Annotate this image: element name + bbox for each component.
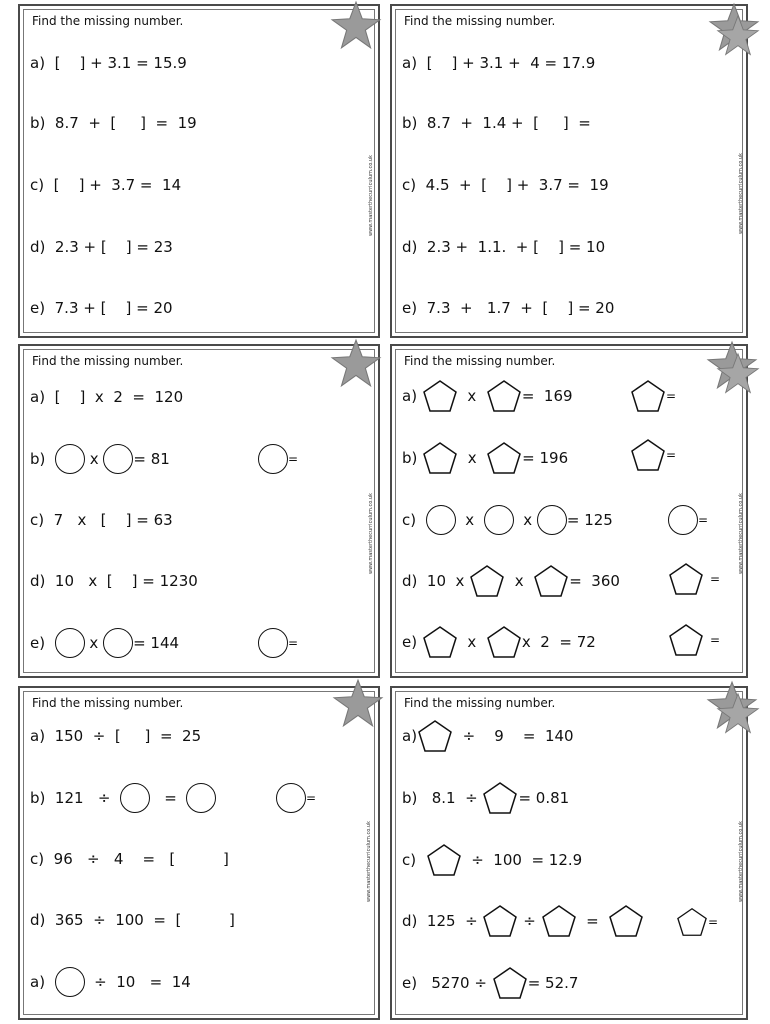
website-url: www.masterthecurriculum.co.uk xyxy=(738,153,744,234)
equals-text: = xyxy=(710,572,721,586)
question-label: d) xyxy=(30,911,46,929)
question-label: a) xyxy=(30,727,46,745)
operator-text: x xyxy=(523,511,533,529)
question-text: = 52.7 xyxy=(527,974,579,992)
question-label: c) xyxy=(402,176,417,194)
question-text: 365 ÷ 100 = [ ] xyxy=(54,911,235,929)
question-row xyxy=(30,626,179,660)
answer-slot xyxy=(258,442,298,476)
answer-slot xyxy=(668,503,708,537)
question-text: = 196 xyxy=(522,449,569,467)
pentagon-blank-shape xyxy=(482,781,518,815)
question-row xyxy=(402,503,613,537)
question-row xyxy=(402,230,605,264)
operator-text: x xyxy=(514,572,524,590)
equals-text: = xyxy=(288,636,299,650)
pentagon-blank-shape xyxy=(426,843,462,877)
star-icon xyxy=(330,0,382,52)
equals-text: = xyxy=(666,389,677,403)
answer-slot xyxy=(630,379,676,413)
pentagon-answer-shape xyxy=(630,438,666,472)
question-row xyxy=(30,442,170,476)
circle-blank-shape xyxy=(55,444,85,474)
card-title: Find the missing number. xyxy=(404,696,556,710)
question-label: e) xyxy=(402,974,418,992)
question-text: 121 ÷ xyxy=(54,789,111,807)
equals-text: = xyxy=(698,513,709,527)
question-text: x 2 = 72 xyxy=(521,633,596,651)
question-text: 5270 ÷ xyxy=(431,974,487,992)
circle-answer-shape xyxy=(258,444,288,474)
circle-blank-shape xyxy=(103,628,133,658)
operator-text: x xyxy=(467,387,477,405)
circle-blank-shape xyxy=(55,628,85,658)
question-text: 150 ÷ [ ] = 25 xyxy=(54,727,202,745)
question-row xyxy=(402,46,595,80)
question-row xyxy=(30,46,187,80)
pentagon-blank-shape xyxy=(469,564,505,598)
card-title: Find the missing number. xyxy=(32,354,184,368)
answer-slot xyxy=(668,562,720,596)
question-label: d) xyxy=(30,238,46,256)
worksheet-card-4 xyxy=(390,344,748,678)
website-url: www.masterthecurriculum.co.uk xyxy=(368,493,374,574)
circle-blank-shape xyxy=(55,967,85,997)
question-row xyxy=(402,904,644,938)
question-row xyxy=(30,564,198,598)
question-row xyxy=(30,230,173,264)
circle-blank-shape xyxy=(120,783,150,813)
answer-slot xyxy=(676,905,718,939)
operator-text: x xyxy=(89,634,99,652)
question-row xyxy=(402,168,609,202)
pentagon-blank-shape xyxy=(541,904,577,938)
question-label: b) xyxy=(402,449,418,467)
question-text: = 125 xyxy=(566,511,613,529)
pentagon-blank-shape xyxy=(422,379,458,413)
pentagon-answer-shape xyxy=(668,562,704,596)
question-text: 8.7 + [ ] = 19 xyxy=(54,114,197,132)
question-label: e) xyxy=(402,299,418,317)
card-title: Find the missing number. xyxy=(404,354,556,368)
question-row xyxy=(402,966,578,1000)
star-icon xyxy=(332,678,384,730)
question-text: 2.3 + 1.1. + [ ] = 10 xyxy=(426,238,606,256)
question-row xyxy=(30,719,201,753)
pentagon-blank-shape xyxy=(486,441,522,475)
question-label: c) xyxy=(402,851,417,869)
question-text: 125 ÷ xyxy=(426,912,478,930)
question-label: c) xyxy=(30,850,45,868)
pentagon-answer-shape xyxy=(668,623,704,657)
question-row xyxy=(30,503,173,537)
operator-text: x xyxy=(467,633,477,651)
website-url: www.masterthecurriculum.co.uk xyxy=(738,493,744,574)
question-text: ÷ 100 = 12.9 xyxy=(471,851,583,869)
question-label: e) xyxy=(402,633,418,651)
question-text: [ ] + 3.1 = 15.9 xyxy=(54,54,187,72)
question-label: d) xyxy=(30,572,46,590)
question-label: b) xyxy=(30,450,46,468)
pentagon-answer-shape xyxy=(676,907,708,937)
question-text: ÷ 10 = 14 xyxy=(94,973,191,991)
question-label: c) xyxy=(30,511,45,529)
question-text: 2.3 + [ ] = 23 xyxy=(54,238,173,256)
question-label: b) xyxy=(402,789,418,807)
pentagon-blank-shape xyxy=(417,719,453,753)
question-text: = 144 xyxy=(133,634,180,652)
question-text: = 0.81 xyxy=(518,789,570,807)
question-row xyxy=(30,291,173,325)
question-label: e) xyxy=(30,634,46,652)
question-label: a) xyxy=(30,973,46,991)
question-label: d) xyxy=(402,238,418,256)
question-label: a) xyxy=(402,54,418,72)
question-row xyxy=(30,903,235,937)
equals-text: = xyxy=(710,633,721,647)
question-text: [ ] x 2 = 120 xyxy=(54,388,184,406)
operator-text: x xyxy=(89,450,99,468)
answer-slot xyxy=(258,626,298,660)
question-row xyxy=(30,168,181,202)
question-text: 10 x xyxy=(426,572,465,590)
circle-blank-shape xyxy=(426,505,456,535)
operator-text: = xyxy=(586,912,599,930)
star-icon xyxy=(716,14,760,58)
website-url: www.masterthecurriculum.co.uk xyxy=(738,821,744,902)
circle-blank-shape xyxy=(537,505,567,535)
question-row xyxy=(402,781,569,815)
operator-text: ÷ xyxy=(523,912,536,930)
worksheet-card-6 xyxy=(390,686,748,1020)
question-text: 10 x [ ] = 1230 xyxy=(54,572,198,590)
question-label: a) xyxy=(402,727,418,745)
answer-slot xyxy=(630,438,676,472)
question-text: [ ] + 3.1 + 4 = 17.9 xyxy=(426,54,596,72)
worksheet-card-1 xyxy=(18,4,380,338)
question-row xyxy=(30,965,191,999)
question-text: ÷ 9 = 140 xyxy=(462,727,574,745)
star-icon xyxy=(716,352,760,396)
question-row xyxy=(402,291,614,325)
pentagon-blank-shape xyxy=(486,379,522,413)
equals-text: = xyxy=(708,915,719,929)
card-title: Find the missing number. xyxy=(32,696,184,710)
circle-answer-shape xyxy=(258,628,288,658)
answer-slot xyxy=(276,781,316,815)
question-row xyxy=(402,625,596,659)
answer-slot xyxy=(668,623,720,657)
question-row xyxy=(402,719,574,753)
pentagon-blank-shape xyxy=(486,625,522,659)
question-text: = 81 xyxy=(133,450,170,468)
worksheet-card-5 xyxy=(18,686,380,1020)
circle-answer-shape xyxy=(668,505,698,535)
question-row xyxy=(402,564,620,598)
circle-answer-shape xyxy=(276,783,306,813)
equals-text: = xyxy=(666,448,677,462)
circle-blank-shape xyxy=(484,505,514,535)
equals-text: = xyxy=(288,452,299,466)
pentagon-blank-shape xyxy=(422,625,458,659)
website-url: www.masterthecurriculum.co.uk xyxy=(366,821,372,902)
website-url: www.masterthecurriculum.co.uk xyxy=(368,155,374,236)
operator-text: = xyxy=(164,789,177,807)
operator-text: x xyxy=(465,511,475,529)
question-label: a) xyxy=(30,54,46,72)
question-label: b) xyxy=(402,114,418,132)
question-text: [ ] + 3.7 = 14 xyxy=(53,176,182,194)
question-row xyxy=(30,380,183,414)
question-text: = 169 xyxy=(521,387,573,405)
card-title: Find the missing number. xyxy=(32,14,184,28)
question-row xyxy=(402,106,591,140)
question-label: d) xyxy=(402,912,418,930)
question-text: = 360 xyxy=(569,572,620,590)
question-label: c) xyxy=(402,511,417,529)
operator-text: x xyxy=(467,449,477,467)
star-icon xyxy=(716,692,760,736)
question-row xyxy=(30,106,197,140)
question-text: 7.3 + 1.7 + [ ] = 20 xyxy=(426,299,615,317)
pentagon-blank-shape xyxy=(492,966,528,1000)
pentagon-blank-shape xyxy=(608,904,644,938)
question-label: b) xyxy=(30,114,46,132)
question-text: 7.3 + [ ] = 20 xyxy=(54,299,173,317)
question-row xyxy=(30,781,216,815)
card-title: Find the missing number. xyxy=(404,14,556,28)
question-text: 96 ÷ 4 = [ ] xyxy=(53,850,229,868)
pentagon-answer-shape xyxy=(630,379,666,413)
question-label: a) xyxy=(30,388,46,406)
question-text: 7 x [ ] = 63 xyxy=(53,511,173,529)
question-row xyxy=(402,379,573,413)
question-row xyxy=(402,843,582,877)
pentagon-blank-shape xyxy=(533,564,569,598)
pentagon-blank-shape xyxy=(422,441,458,475)
question-row xyxy=(30,842,229,876)
equals-text: = xyxy=(306,791,317,805)
question-row xyxy=(402,441,568,475)
worksheet-card-3 xyxy=(18,344,380,678)
question-label: e) xyxy=(30,299,46,317)
star-icon xyxy=(330,338,382,390)
question-label: c) xyxy=(30,176,45,194)
question-text: 4.5 + [ ] + 3.7 = 19 xyxy=(425,176,609,194)
worksheet-card-2 xyxy=(390,4,748,338)
question-text: 8.7 + 1.4 + [ ] = xyxy=(426,114,591,132)
question-text: 8.1 ÷ xyxy=(431,789,478,807)
question-label: a) xyxy=(402,387,418,405)
pentagon-blank-shape xyxy=(482,904,518,938)
question-label: d) xyxy=(402,572,418,590)
question-label: b) xyxy=(30,789,46,807)
circle-blank-shape xyxy=(103,444,133,474)
circle-blank-shape xyxy=(186,783,216,813)
